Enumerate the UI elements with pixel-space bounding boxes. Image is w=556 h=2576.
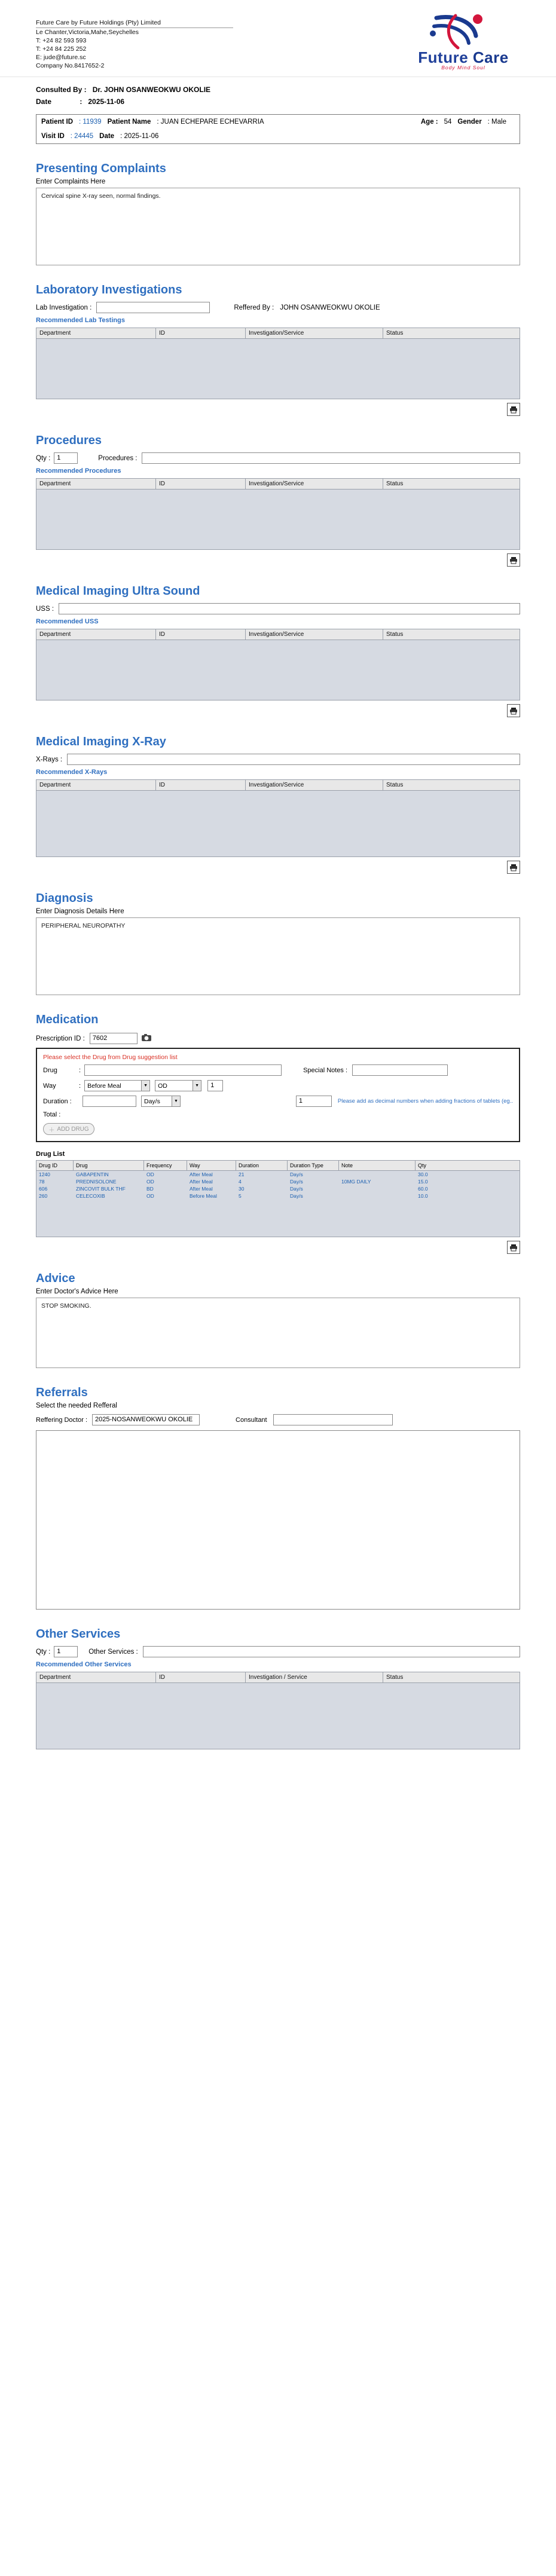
advice-textarea[interactable]: STOP SMOKING. [36,1298,520,1368]
section-title-other-services: Other Services [36,1627,121,1641]
other-services-grid [36,1672,520,1749]
drug-col-note: Note [339,1161,416,1170]
visit-date-label: Date [99,133,115,140]
advice-sub-label: Enter Doctor's Advice Here [36,1288,118,1295]
patient-id-label: Patient ID [41,118,74,126]
cell-frequency: BD [146,1186,154,1192]
section-title-uss: Medical Imaging Ultra Sound [36,585,200,598]
patient-age-label: Age : [420,118,438,126]
other-services-input-row [36,1646,520,1657]
procedures-grid-header [36,479,520,489]
procedures-recommended-label: Recommended Procedures [36,467,121,475]
logo-title-care: Care [472,48,509,66]
consultant-label: Consultant [236,1416,267,1424]
section-title-medication: Medication [36,1013,99,1026]
cell-duration-type: Day/s [290,1193,303,1199]
duration-label: Duration : [43,1097,72,1105]
drug-col-way: Way [187,1161,236,1170]
cell-frequency: OD [146,1193,154,1199]
procedures-print-row [36,553,520,567]
cell-drug-id: 260 [39,1193,48,1199]
xray-grid-header [36,780,520,791]
printer-icon[interactable] [507,553,520,567]
printer-icon[interactable] [507,403,520,416]
complaints-textarea[interactable]: Cervical spine X-ray seen, normal findings. [36,188,520,265]
clinic-address: Le Chanter,Victoria,Mahe,Seychelles [36,29,139,36]
cell-frequency: OD [146,1179,154,1185]
chevron-down-icon: ▼ [193,1081,201,1091]
duration-unit-value: Day/s [144,1097,160,1105]
page-header [0,0,556,77]
uss-col-status: Status [386,631,404,638]
lab-investigation-row [36,302,520,313]
patient-name-label: Patient Name [107,118,151,126]
drug-list-body[interactable] [36,1171,520,1237]
printer-icon[interactable] [507,861,520,874]
lab-col-status: Status [386,330,404,336]
uss-input[interactable] [59,603,520,614]
chevron-down-icon: ▼ [141,1081,149,1091]
xray-col-investigation: Investigation/Service [246,780,383,790]
drug-input[interactable] [84,1064,282,1076]
xray-grid [36,779,520,857]
cell-drug: PREDNISOLONE [76,1179,117,1185]
xray-input-row [36,754,520,765]
drug-label: Drug [43,1066,57,1074]
clinic-company-no: Company No.8417652-2 [36,62,105,69]
lab-col-investigation: Investigation/Service [246,328,383,338]
duration-input[interactable] [83,1096,136,1107]
patient-name-value: : JUAN ECHEPARE ECHEVARRIA [157,118,264,126]
cell-note [339,1171,416,1178]
drug-col-duration: Duration [236,1161,288,1170]
procedures-label: Procedures : [98,454,138,462]
other-services-col-id: ID [156,1672,246,1682]
section-title-lab: Laboratory Investigations [36,283,182,296]
diagnosis-textarea[interactable]: PERIPHERAL NEUROPATHY [36,917,520,995]
special-notes-input[interactable] [352,1064,448,1076]
consulted-by-value: Dr. JOHN OSANWEOKWU OKOLIE [92,85,211,94]
prescription-id-label: Prescription ID : [36,1035,85,1042]
camera-icon[interactable] [141,1033,152,1044]
cell-note: 10MG DAILY [341,1179,371,1185]
logo-title-future: Future [418,48,469,66]
cell-drug-id: 606 [39,1186,48,1192]
consulted-by-row [0,77,556,95]
section-title-referrals: Referrals [36,1386,88,1399]
cell-drug-id: 78 [39,1179,45,1185]
lab-col-department: Department [36,328,156,338]
referrals-detail-box[interactable] [36,1430,520,1610]
duration-hint-text: Please add as decimal numbers when adding fractions of tablets (eg.. [337,1098,513,1105]
uss-input-row [36,603,520,614]
drug-list-title: Drug List [36,1151,65,1158]
other-services-qty-input[interactable]: 1 [54,1646,78,1657]
lab-results-grid [36,328,520,399]
clinic-phone-2: T: +24 84 225 252 [36,45,87,53]
cell-qty: 60.0 [418,1186,428,1192]
uss-grid [36,629,520,700]
cell-drug: GABAPENTIN [76,1171,109,1177]
section-title-diagnosis: Diagnosis [36,892,93,905]
procedures-input[interactable] [142,452,520,464]
prescription-id-row [36,1033,520,1044]
uss-grid-header [36,629,520,640]
cell-way: After Meal [190,1186,213,1192]
dose-input[interactable]: 1 [207,1080,223,1091]
patient-id-value: : 11939 [79,118,102,126]
consult-date-colon: : [80,97,83,106]
other-services-input[interactable] [143,1646,520,1657]
frequency-select[interactable] [155,1080,201,1091]
cell-way: Before Meal [190,1193,217,1199]
visit-date-value: : 2025-11-06 [120,133,159,140]
patient-info-box [36,114,520,144]
consult-date-label: Date [36,97,52,106]
cell-drug: ZINCOVIT BULK THF [76,1186,126,1192]
patient-info-row-1 [36,115,520,129]
visit-id-label: Visit ID [41,133,65,140]
prescription-id-input[interactable]: 7602 [90,1033,138,1044]
complaints-sub-label: Enter Complaints Here [36,178,106,185]
other-services-col-department: Department [36,1672,156,1682]
drug-list-header [36,1161,520,1171]
duration-qty-input[interactable]: 1 [296,1096,332,1107]
other-services-label: Other Services : [88,1648,138,1656]
xray-label: X-Rays : [36,755,63,763]
patient-age-value: 54 [444,118,452,126]
duration-unit-select[interactable] [141,1096,181,1107]
xray-col-id: ID [156,780,246,790]
referring-doctor-label: Reffering Doctor : [36,1416,88,1424]
printer-icon[interactable] [507,1241,520,1254]
table-row[interactable] [36,1171,520,1178]
xray-col-department: Department [36,780,156,790]
consult-date-value: 2025-11-06 [88,97,125,106]
cell-frequency: OD [146,1171,154,1177]
lab-referred-by-value: JOHN OSANWEOKWU OKOLIE [280,304,380,311]
plus-icon: ＋ [48,1127,55,1134]
xray-input[interactable] [67,754,520,765]
uss-print-row [36,704,520,717]
section-title-complaints: Presenting Complaints [36,162,166,175]
drug-col-drug: Drug [74,1161,144,1170]
procedures-col-department: Department [36,479,156,489]
other-services-grid-body[interactable] [36,1683,520,1749]
logo-tagline: Body Mind Soul [441,65,485,71]
medication-print-row [36,1241,520,1254]
lab-investigation-input[interactable] [96,302,210,313]
diagnosis-sub-label: Enter Diagnosis Details Here [36,908,124,915]
xray-recommended-label: Recommended X-Rays [36,769,108,776]
clinic-name: Future Care by Future Holdings (Pty) Limited [36,19,233,28]
section-title-advice: Advice [36,1272,75,1285]
lab-grid-header [36,328,520,339]
way-label: Way [43,1082,56,1090]
other-services-qty-label: Qty : [36,1648,51,1656]
logo [395,13,532,71]
add-drug-button[interactable] [43,1123,94,1135]
cell-duration-type: Day/s [290,1186,303,1192]
procedures-grid [36,478,520,550]
procedures-col-id: ID [156,479,246,489]
uss-col-investigation: Investigation/Service [246,629,383,640]
logo-mark-icon [418,13,508,50]
table-row[interactable] [36,1185,520,1192]
referring-doctor-row [36,1414,520,1425]
consult-date-row [0,95,556,112]
procedures-input-row [36,452,520,464]
drug-colon: : [79,1066,81,1074]
way-colon: : [79,1082,81,1090]
clinic-email: E: jude@future.sc [36,54,86,61]
cell-note [339,1192,416,1200]
patient-gender-value: : Male [487,118,506,126]
drug-col-duration-type: Duration Type [288,1161,339,1170]
section-title-procedures: Procedures [36,434,102,447]
uss-grid-body[interactable] [36,640,520,700]
procedures-col-investigation: Investigation/Service [246,479,383,489]
printer-icon[interactable] [507,704,520,717]
cell-qty: 30.0 [418,1171,428,1177]
procedures-col-status: Status [386,481,404,487]
other-services-col-status: Status [386,1674,404,1681]
uss-label: USS : [36,605,54,613]
chevron-down-icon: ▼ [172,1096,180,1106]
referring-doctor-input[interactable]: 2025-NOSANWEOKWU OKOLIE [92,1414,200,1425]
consultant-input[interactable] [273,1414,393,1425]
logo-title [395,50,532,65]
other-services-grid-header [36,1672,520,1683]
cell-duration: 30 [239,1186,245,1192]
drug-list-empty-area [36,1200,520,1237]
cell-duration: 5 [239,1193,242,1199]
drug-list-grid [36,1160,520,1237]
drug-warning-text: Please select the Drug from Drug suggestion list [43,1054,178,1061]
xray-print-row [36,861,520,874]
lab-print-row [36,403,520,416]
total-label: Total : [43,1111,61,1118]
uss-recommended-label: Recommended USS [36,618,99,625]
cell-duration: 21 [239,1171,245,1177]
clinic-address-block [36,13,395,70]
total-row [43,1111,513,1118]
lab-referred-by-label: Reffered By : [234,304,274,311]
cell-way: After Meal [190,1179,213,1185]
drug-col-id: Drug ID [36,1161,74,1170]
way-select-value: Before Meal [87,1082,121,1090]
visit-id-value: : 24445 [70,133,94,140]
special-notes-label: Special Notes : [303,1066,348,1074]
drug-col-frequency: Frequency [144,1161,187,1170]
section-title-xray: Medical Imaging X-Ray [36,735,166,748]
add-drug-label: ADD DRUG [57,1125,89,1133]
cell-qty: 10.0 [418,1193,428,1199]
cell-duration-type: Day/s [290,1171,303,1177]
medication-entry-panel [36,1048,520,1142]
way-select[interactable] [84,1080,150,1091]
duration-row [43,1096,513,1107]
drug-row [43,1064,513,1076]
cell-drug: CELECOXIB [76,1193,105,1199]
other-services-recommended-label: Recommended Other Services [36,1661,132,1668]
xray-grid-body[interactable] [36,791,520,856]
procedures-qty-label: Qty : [36,454,51,462]
cell-drug-id: 1240 [39,1171,50,1177]
cell-duration: 4 [239,1179,242,1185]
patient-info-row-2 [36,129,520,143]
way-row [43,1080,513,1091]
frequency-select-value: OD [158,1082,167,1090]
other-services-col-service: Investigation / Service [246,1672,383,1682]
lab-col-id: ID [156,328,246,338]
patient-gender-label: Gender [457,118,482,126]
cell-note [339,1185,416,1192]
uss-col-id: ID [156,629,246,640]
cell-duration-type: Day/s [290,1179,303,1185]
cell-qty: 15.0 [418,1179,428,1185]
clinic-phone-1: T: +24 82 593 593 [36,37,87,44]
table-row[interactable] [36,1178,520,1185]
consulted-by-label: Consulted By : [36,85,87,94]
xray-col-status: Status [386,782,404,788]
drug-col-qty: Qty [418,1162,427,1168]
table-row[interactable] [36,1192,520,1200]
referrals-sub-label: Select the needed Refferal [36,1402,117,1409]
procedures-qty-input[interactable]: 1 [54,452,78,464]
lab-grid-body[interactable] [36,339,520,399]
lab-recommended-label: Recommended Lab Testings [36,317,125,324]
procedures-grid-body[interactable] [36,489,520,549]
lab-investigation-label: Lab Investigation : [36,304,92,311]
uss-col-department: Department [36,629,156,640]
cell-way: After Meal [190,1171,213,1177]
